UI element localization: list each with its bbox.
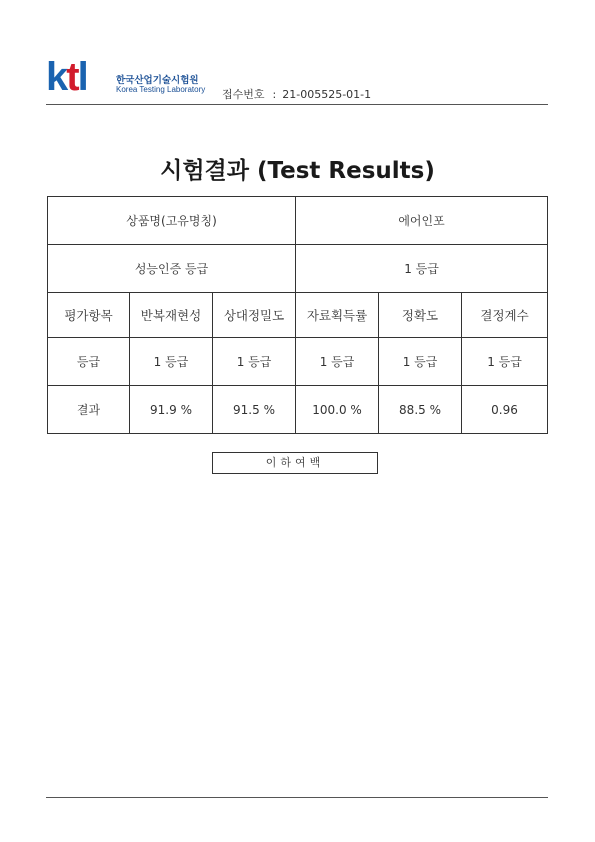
receipt-number: 21-005525-01-1 [282,88,372,101]
ktl-logo-mark [46,55,87,99]
table-cell: 91.5 % [213,386,296,434]
table-cell: 91.9 % [130,386,213,434]
table-cell: 1 등급 [213,338,296,386]
end-of-content-marker: 이하여백 [212,452,378,474]
footer-divider [46,797,548,798]
page-title: 시험결과 (Test Results) [160,158,435,184]
receipt-separator: : [272,88,277,101]
table-cell: 등급 [48,338,130,386]
table-row [48,197,548,245]
table-header-cell: 결정계수 [462,293,548,338]
logo-letter-t: t [66,55,78,99]
table-cell: 0.96 [462,386,548,434]
table-cell: 1 등급 [130,338,213,386]
product-name-label: 상품명(고유명칭) [48,197,296,245]
table-header-cell: 상대정밀도 [213,293,296,338]
logo-english-name: Korea Testing Laboratory [116,85,206,94]
table-cell: 88.5 % [379,386,462,434]
table-cell: 1 등급 [462,338,548,386]
table-cell: 결과 [48,386,130,434]
certification-grade-label: 성능인증 등급 [48,245,296,293]
table-row [48,338,548,386]
header-divider [46,104,548,105]
table-header-cell: 반복재현성 [130,293,213,338]
table-header-cell: 정확도 [379,293,462,338]
test-results-table [47,196,548,434]
receipt-number-line [222,86,371,102]
table-row [48,245,548,293]
table-header-row [48,293,548,338]
table-cell: 1 등급 [296,338,379,386]
table-row [48,386,548,434]
table-header-cell: 평가항목 [48,293,130,338]
table-cell: 100.0 % [296,386,379,434]
logo-korean-name: 한국산업기술시험원 [116,75,199,86]
certification-grade-value: 1 등급 [296,245,548,293]
logo-letter-k: k [46,55,67,99]
logo-letter-l: l [77,55,87,99]
product-name-value: 에어인포 [296,197,548,245]
table-cell: 1 등급 [379,338,462,386]
table-header-cell: 자료획득률 [296,293,379,338]
receipt-label: 접수번호 [222,88,265,101]
